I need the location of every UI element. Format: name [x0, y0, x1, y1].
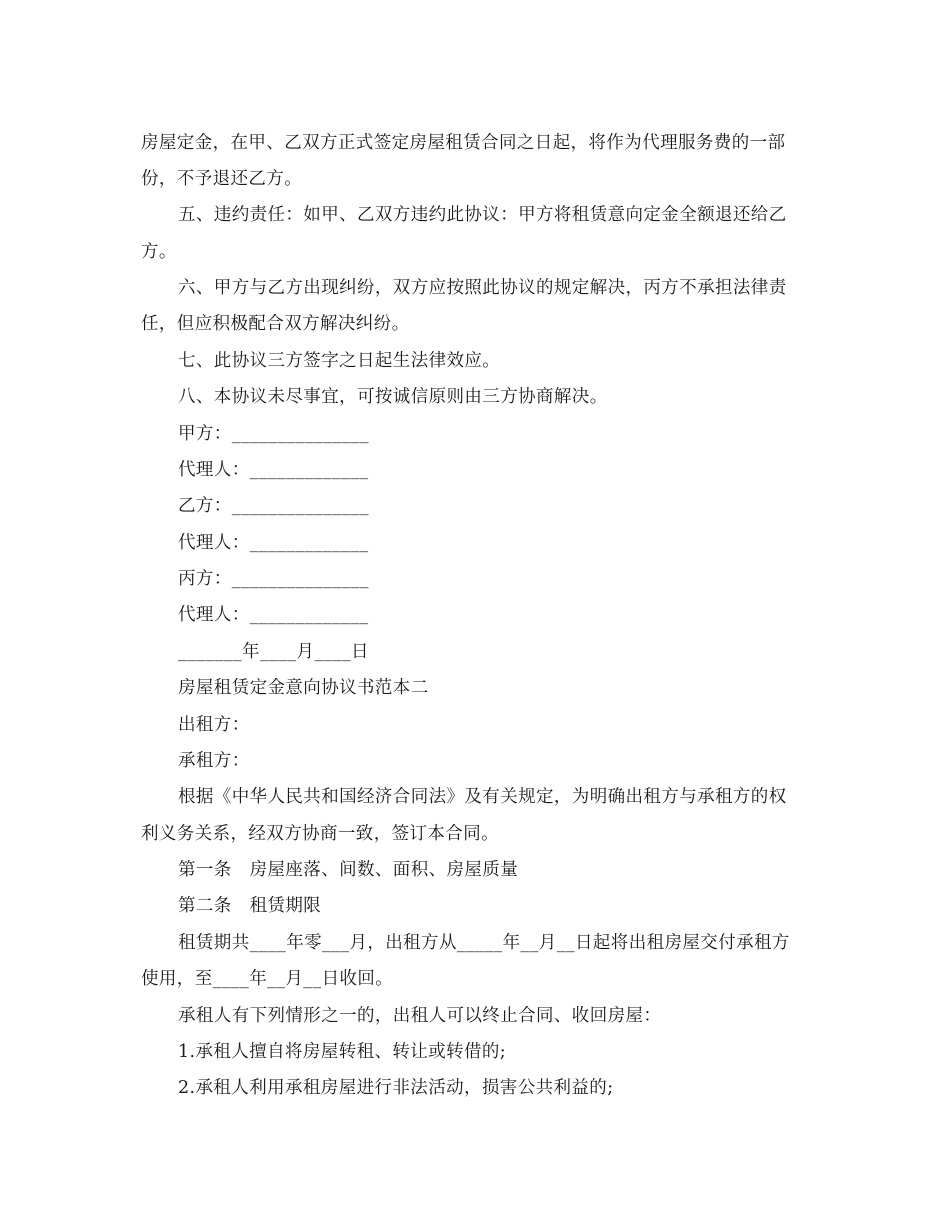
termination-item-2: 2.承租人利用承租房屋进行非法活动，损害公共利益的;	[178, 1078, 614, 1098]
clause-five: 五、违约责任：如甲、乙双方违约此协议：甲方将租赁意向定金全额退还给乙	[178, 205, 787, 225]
paragraph-line: 份，不予退还乙方。	[141, 169, 303, 189]
signature-agent-b: 代理人：_____________	[178, 533, 369, 553]
article-two: 第二条 租赁期限	[178, 896, 322, 916]
article-one: 第一条 房屋座落、间数、面积、房屋质量	[178, 860, 519, 880]
clause-eight: 八、本协议未尽事宜，可按诚信原则由三方协商解决。	[178, 387, 608, 407]
termination-item-1: 1.承租人擅自将房屋转租、转让或转借的;	[178, 1042, 507, 1062]
termination-intro: 承租人有下列情形之一的，出租人可以终止合同、收回房屋：	[178, 1006, 662, 1026]
preamble-line: 根据《中华人民共和国经济合同法》及有关规定，为明确出租方与承租方的权	[178, 787, 787, 807]
signature-agent-c: 代理人：_____________	[178, 605, 369, 625]
lease-term-line: 租赁期共____年零___月，出租方从_____年__月__日起将出租房屋交付承租方	[178, 933, 790, 953]
paragraph-line: 房屋定金，在甲、乙双方正式签定房屋租赁合同之日起，将作为代理服务费的一部	[141, 133, 786, 153]
section-heading: 房屋租赁定金意向协议书范本二	[178, 678, 429, 698]
signature-party-b: 乙方：_______________	[178, 496, 369, 516]
paragraph-line: 使用，至____年__月__日收回。	[141, 969, 394, 989]
paragraph-line: 利义务关系，经双方协商一致，签订本合同。	[141, 824, 499, 844]
lessor-label: 出租方：	[178, 715, 250, 735]
signature-party-a: 甲方：_______________	[178, 424, 369, 444]
date-line: _______年____月____日	[178, 642, 369, 662]
clause-six: 六、甲方与乙方出现纠纷，双方应按照此协议的规定解决，丙方不承担法律责	[178, 278, 787, 298]
signature-agent-a: 代理人：_____________	[178, 460, 369, 480]
paragraph-line: 方。	[141, 242, 177, 262]
paragraph-line: 任，但应积极配合双方解决纠纷。	[141, 314, 410, 334]
signature-party-c: 丙方：_______________	[178, 569, 369, 589]
lessee-label: 承租方：	[178, 751, 250, 771]
clause-seven: 七、此协议三方签字之日起生法律效应。	[178, 351, 501, 371]
